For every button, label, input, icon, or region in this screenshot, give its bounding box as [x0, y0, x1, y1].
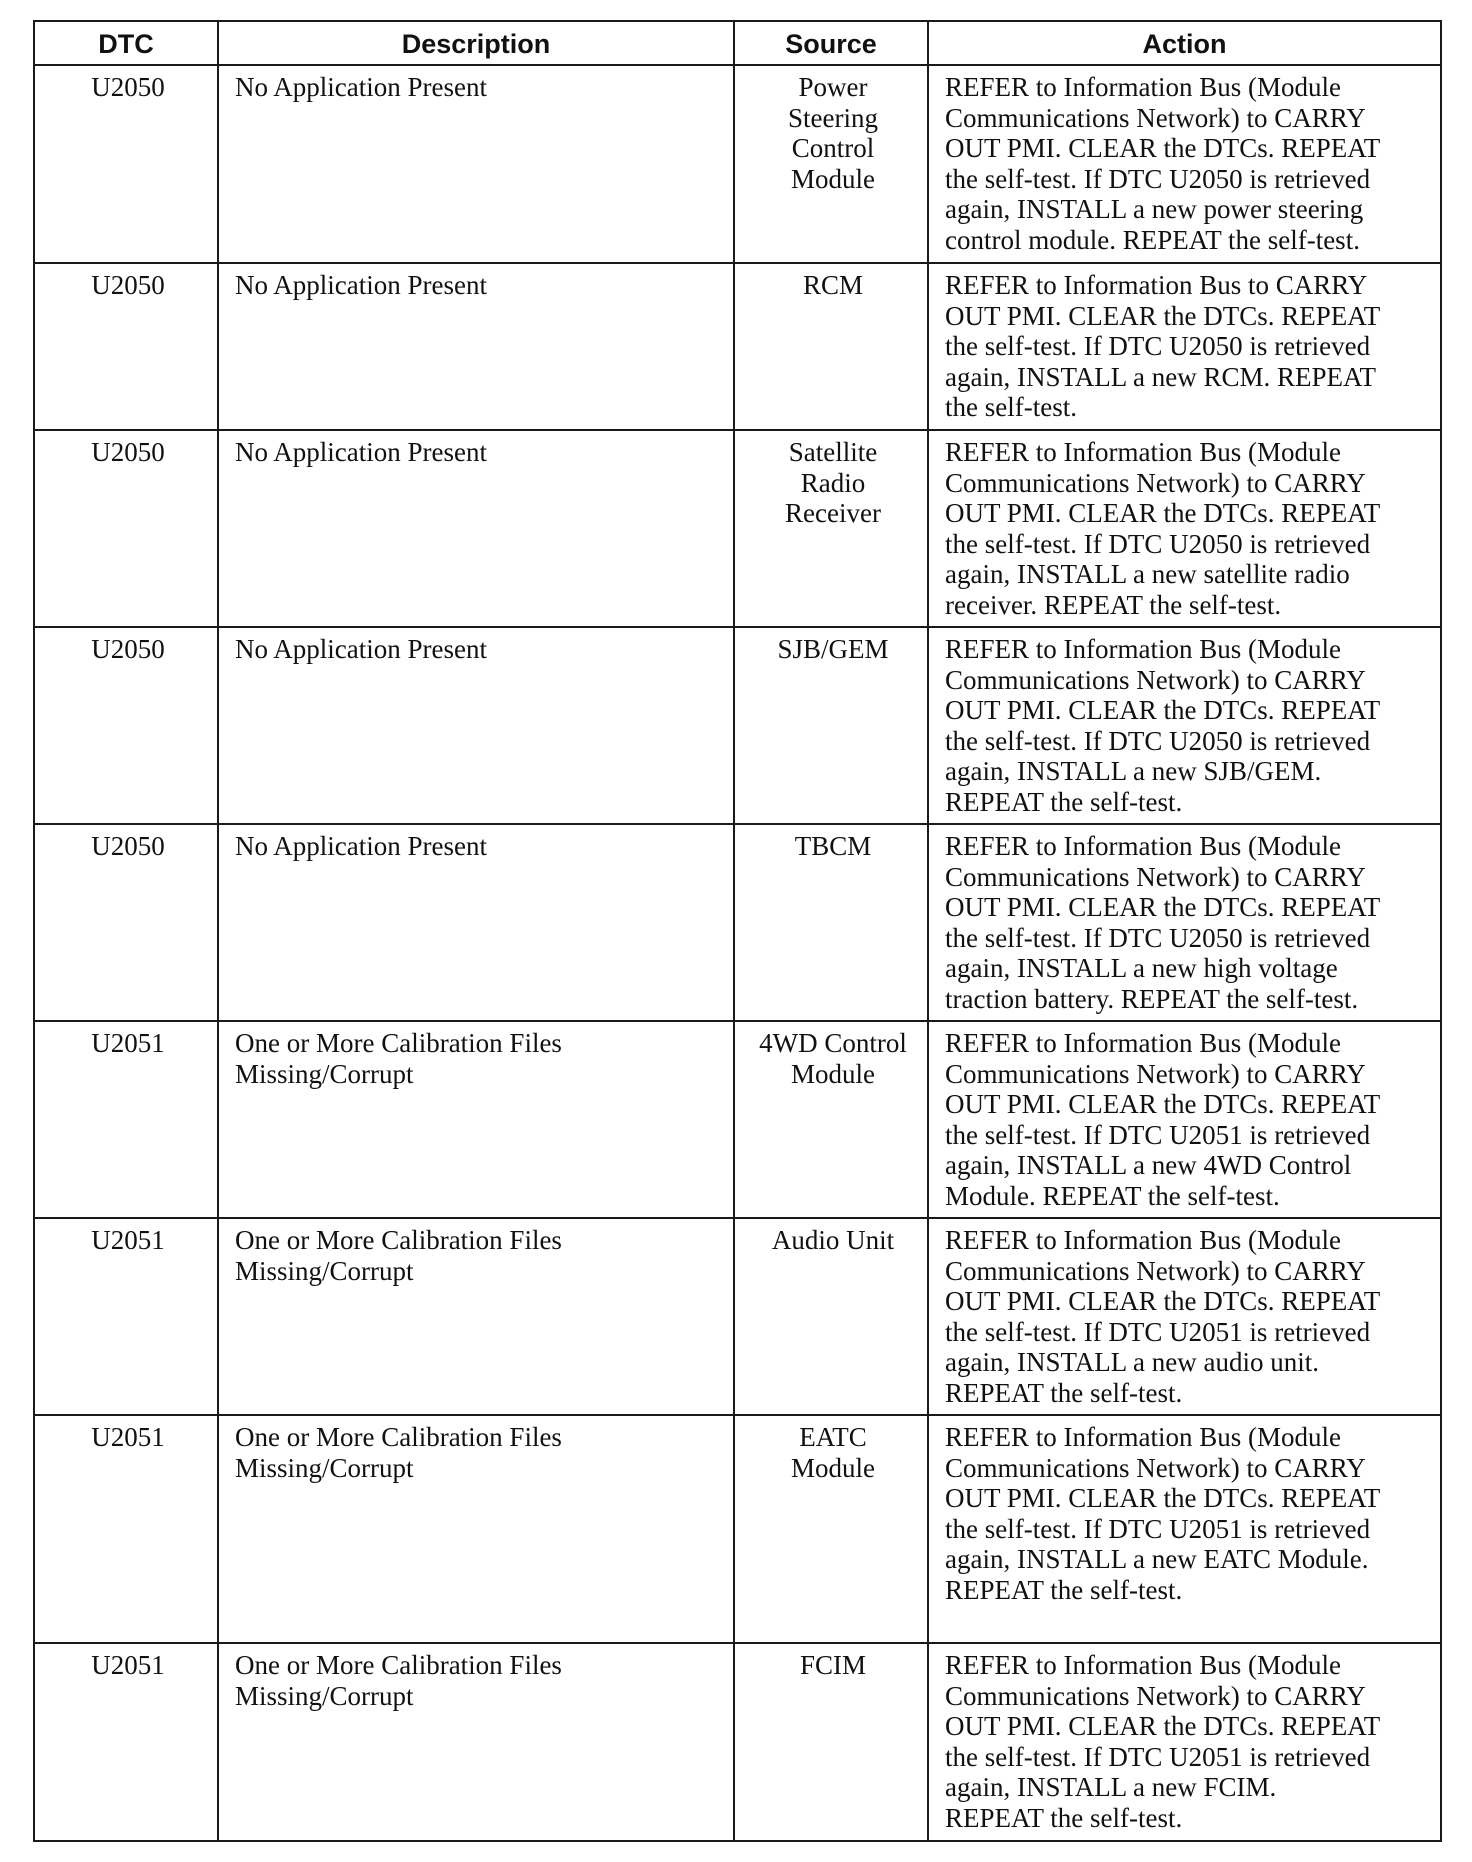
source-line: Steering [788, 102, 878, 133]
cell-dtc: U2051 [34, 1643, 218, 1841]
description-line: No Application Present [235, 72, 487, 102]
cell-action [928, 1415, 1441, 1643]
table-row [34, 65, 1441, 263]
source-line: Audio Unit [771, 1225, 895, 1255]
action-line: the self-test. If DTC U2050 is retrieved [945, 725, 1371, 756]
action-line: receiver. REPEAT the self-test. [945, 589, 1282, 620]
action-line: REPEAT the self-test. [945, 1574, 1183, 1605]
cell-dtc: U2051 [34, 1218, 218, 1415]
cell-action [928, 1021, 1441, 1218]
action-line: OUT PMI. CLEAR the DTCs. REPEAT [945, 695, 1381, 725]
cell-action [928, 65, 1441, 263]
action-line: Communications Network) to CARRY [945, 1452, 1366, 1483]
action-line: the self-test. If DTC U2051 is retrieved [945, 1513, 1371, 1544]
cell-source [734, 1643, 928, 1841]
source-line: Control [791, 133, 875, 163]
action-line: REFER to Information Bus (Module [945, 831, 1341, 861]
action-line: the self-test. If DTC U2050 is retrieved [945, 528, 1371, 559]
action-line: Communications Network) to CARRY [945, 664, 1366, 695]
cell-source [734, 65, 928, 263]
description-line: No Application Present [235, 634, 487, 664]
action-line: REPEAT the self-test. [945, 786, 1183, 817]
description-line: One or More Calibration Files [235, 1225, 562, 1255]
action-line: again, INSTALL a new RCM. REPEAT [945, 361, 1377, 392]
source-line: FCIM [799, 1650, 867, 1680]
description-line: One or More Calibration Files [235, 1422, 562, 1452]
action-line: again, INSTALL a new 4WD Control [945, 1150, 1352, 1180]
action-line: OUT PMI. CLEAR the DTCs. REPEAT [945, 300, 1381, 331]
cell-dtc: U2050 [34, 627, 218, 824]
description-line: Missing/Corrupt [235, 1058, 414, 1089]
table-row [34, 430, 1441, 627]
table-row [34, 263, 1441, 430]
table-row [34, 824, 1441, 1021]
cell-description [218, 627, 734, 824]
action-line: Communications Network) to CARRY [945, 1680, 1366, 1711]
cell-dtc: U2050 [34, 824, 218, 1021]
cell-source [734, 430, 928, 627]
action-line: REFER to Information Bus (Module [945, 1225, 1341, 1255]
action-line: REFER to Information Bus to CARRY [945, 270, 1368, 300]
source-line: SJB/GEM [777, 634, 889, 664]
source-line: Radio [800, 467, 866, 498]
table-row [34, 1218, 1441, 1415]
action-line: the self-test. If DTC U2050 is retrieved [945, 922, 1371, 953]
cell-action [928, 263, 1441, 430]
action-line: the self-test. If DTC U2051 is retrieved [945, 1741, 1371, 1772]
source-line: 4WD Control [759, 1028, 907, 1058]
cell-source [734, 1218, 928, 1415]
cell-description [218, 1415, 734, 1643]
description-line: No Application Present [235, 831, 487, 861]
table-row [34, 627, 1441, 824]
source-line: TBCM [794, 831, 872, 861]
action-line: REFER to Information Bus (Module [945, 1422, 1341, 1452]
action-line: the self-test. If DTC U2051 is retrieved [945, 1316, 1371, 1347]
action-line: REFER to Information Bus (Module [945, 1650, 1341, 1680]
source-line: Power [798, 72, 868, 102]
cell-source [734, 1415, 928, 1643]
header-row [34, 21, 1441, 65]
cell-description [218, 65, 734, 263]
action-line: again, INSTALL a new high voltage [945, 953, 1338, 983]
action-line: OUT PMI. CLEAR the DTCs. REPEAT [945, 1286, 1381, 1316]
source-line: EATC [799, 1422, 867, 1452]
action-line: traction battery. REPEAT the self-test. [945, 983, 1359, 1014]
cell-description [218, 430, 734, 627]
table-body [34, 65, 1441, 1841]
action-line: Communications Network) to CARRY [945, 861, 1366, 892]
table-row [34, 1021, 1441, 1218]
action-line: OUT PMI. CLEAR the DTCs. REPEAT [945, 133, 1381, 163]
cell-action [928, 1643, 1441, 1841]
action-line: the self-test. If DTC U2050 is retrieved [945, 163, 1371, 194]
action-line: REFER to Information Bus (Module [945, 437, 1341, 467]
description-line: Missing/Corrupt [235, 1255, 414, 1286]
table-row [34, 1643, 1441, 1841]
description-line: Missing/Corrupt [235, 1452, 414, 1483]
action-line: OUT PMI. CLEAR the DTCs. REPEAT [945, 1711, 1381, 1741]
description-line: One or More Calibration Files [235, 1650, 562, 1680]
description-line: No Application Present [235, 270, 487, 300]
action-line: again, INSTALL a new EATC Module. [945, 1544, 1369, 1574]
cell-dtc: U2050 [34, 65, 218, 263]
table-row [34, 1415, 1441, 1643]
source-line: Receiver [785, 498, 881, 528]
cell-action [928, 1218, 1441, 1415]
cell-action [928, 824, 1441, 1021]
description-line: Missing/Corrupt [235, 1680, 414, 1711]
cell-description [218, 263, 734, 430]
action-line: OUT PMI. CLEAR the DTCs. REPEAT [945, 498, 1381, 528]
cell-dtc: U2051 [34, 1415, 218, 1643]
cell-description [218, 1218, 734, 1415]
header-description: Description [218, 21, 734, 65]
action-line: REFER to Information Bus (Module [945, 634, 1341, 664]
action-line: again, INSTALL a new audio unit. [945, 1347, 1319, 1377]
cell-description [218, 1021, 734, 1218]
action-line: REFER to Information Bus (Module [945, 1028, 1341, 1058]
source-line: RCM [802, 270, 864, 300]
cell-dtc: U2050 [34, 263, 218, 430]
cell-dtc: U2050 [34, 430, 218, 627]
source-line: Module [791, 1058, 875, 1089]
cell-description [218, 824, 734, 1021]
cell-action [928, 627, 1441, 824]
header-dtc: DTC [34, 21, 218, 65]
header-source: Source [734, 21, 928, 65]
action-line: Communications Network) to CARRY [945, 1255, 1366, 1286]
cell-action [928, 430, 1441, 627]
action-line: OUT PMI. CLEAR the DTCs. REPEAT [945, 1089, 1381, 1119]
source-line: Module [791, 1452, 875, 1483]
cell-source [734, 1021, 928, 1218]
action-line: again, INSTALL a new FCIM. [945, 1772, 1277, 1802]
description-line: No Application Present [235, 437, 487, 467]
source-line: Module [791, 163, 875, 194]
cell-description [218, 1643, 734, 1841]
action-line: the self-test. If DTC U2051 is retrieved [945, 1119, 1371, 1150]
action-line: again, INSTALL a new SJB/GEM. [945, 756, 1322, 786]
action-line: the self-test. If DTC U2050 is retrieved [945, 331, 1371, 361]
action-line: Communications Network) to CARRY [945, 467, 1366, 498]
cell-source [734, 263, 928, 430]
cell-dtc: U2051 [34, 1021, 218, 1218]
cell-source [734, 627, 928, 824]
action-line: REPEAT the self-test. [945, 1802, 1183, 1833]
cell-source [734, 824, 928, 1021]
action-line: OUT PMI. CLEAR the DTCs. REPEAT [945, 1483, 1381, 1513]
dtc-table [33, 20, 1442, 1842]
action-line: Communications Network) to CARRY [945, 102, 1366, 133]
action-line: again, INSTALL a new satellite radio [945, 559, 1350, 589]
description-line: One or More Calibration Files [235, 1028, 562, 1058]
action-line: the self-test. [945, 392, 1077, 422]
action-line: again, INSTALL a new power steering [945, 194, 1364, 224]
action-line: Communications Network) to CARRY [945, 1058, 1366, 1089]
action-line: OUT PMI. CLEAR the DTCs. REPEAT [945, 892, 1381, 922]
action-line: control module. REPEAT the self-test. [945, 224, 1360, 255]
action-line: REPEAT the self-test. [945, 1377, 1183, 1408]
action-line: REFER to Information Bus (Module [945, 72, 1341, 102]
source-line: Satellite [788, 437, 878, 467]
action-line: Module. REPEAT the self-test. [945, 1180, 1280, 1211]
header-action: Action [928, 21, 1441, 65]
